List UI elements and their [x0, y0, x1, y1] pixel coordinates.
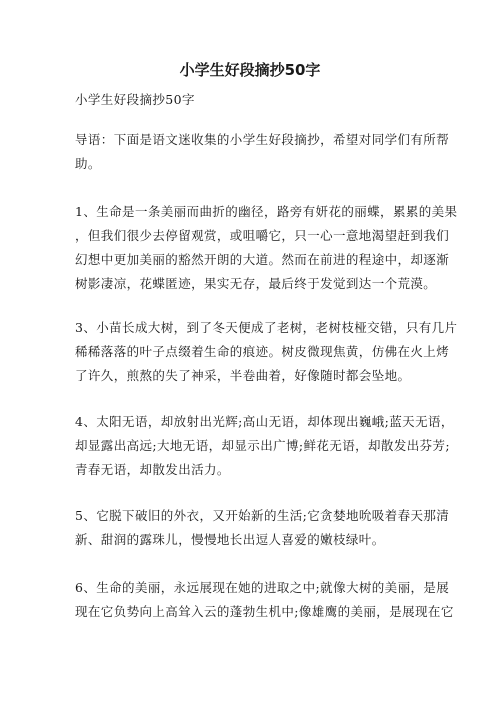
- text-line: 4、太阳无语，却放射出光辉;高山无语，却体现出巍峨;蓝天无语，: [75, 414, 454, 429]
- text-line: 稀稀落落的叶子点缀着生命的痕迹。树皮微现焦黄，仿佛在火上烤: [75, 344, 450, 359]
- paragraph-1: [75, 200, 458, 296]
- text-line: 6、生命的美丽，永远展现在她的进取之中;就像大树的美丽，是展: [75, 580, 450, 595]
- text-line: 却显露出高远;大地无语，却显示出广博;鲜花无语，却散发出芬芳;: [75, 438, 451, 453]
- text-line: 3、小苗长成大树，到了冬天便成了老树，老树枝桠交错，只有几片: [75, 320, 458, 335]
- paragraph-6: [75, 576, 454, 624]
- paragraph-4: [75, 410, 454, 482]
- text-line: 幻想中更加美丽的豁然开朗的大道。然而在前进的程途中，却逐渐: [75, 252, 450, 267]
- text-line: 了许久，煎熬的失了神采，半卷曲着，好像随时都会坠地。: [75, 368, 411, 383]
- text-line: 1、生命是一条美丽而曲折的幽径，路旁有妍花的丽蝶，累累的美果: [75, 204, 458, 219]
- document-subtitle: [75, 88, 431, 112]
- text-line: 5、它脱下破旧的外衣，又开始新的生活;它贪婪地吮吸着春天那清: [75, 508, 450, 523]
- paragraph-3: [75, 316, 458, 388]
- text-line: 助。: [75, 156, 101, 171]
- text-line: 小学生好段摘抄50字: [75, 92, 195, 107]
- text-line: 现在它负势向上高耸入云的蓬勃生机中;像雄鹰的美丽，是展现在它: [75, 604, 454, 619]
- text-line: 新、甜润的露珠儿，慢慢地长出逗人喜爱的嫩枝绿叶。: [75, 532, 385, 547]
- text-line: 树影凄凉，花蝶匿迹，果实无存，最后终于发觉到达一个荒漠。: [75, 276, 437, 291]
- text-line: 导语：下面是语文迷收集的小学生好段摘抄，希望对同学们有所帮: [75, 132, 450, 147]
- text-line: ，但我们很少去停留观赏，或咀嚼它，只一心一意地渴望赶到我们: [75, 228, 450, 243]
- intro-paragraph: [75, 128, 450, 176]
- document-title: 小学生好段摘抄50字: [179, 61, 321, 79]
- text-line: 青春无语，却散发出活力。: [75, 462, 230, 477]
- paragraph-5: [75, 504, 450, 552]
